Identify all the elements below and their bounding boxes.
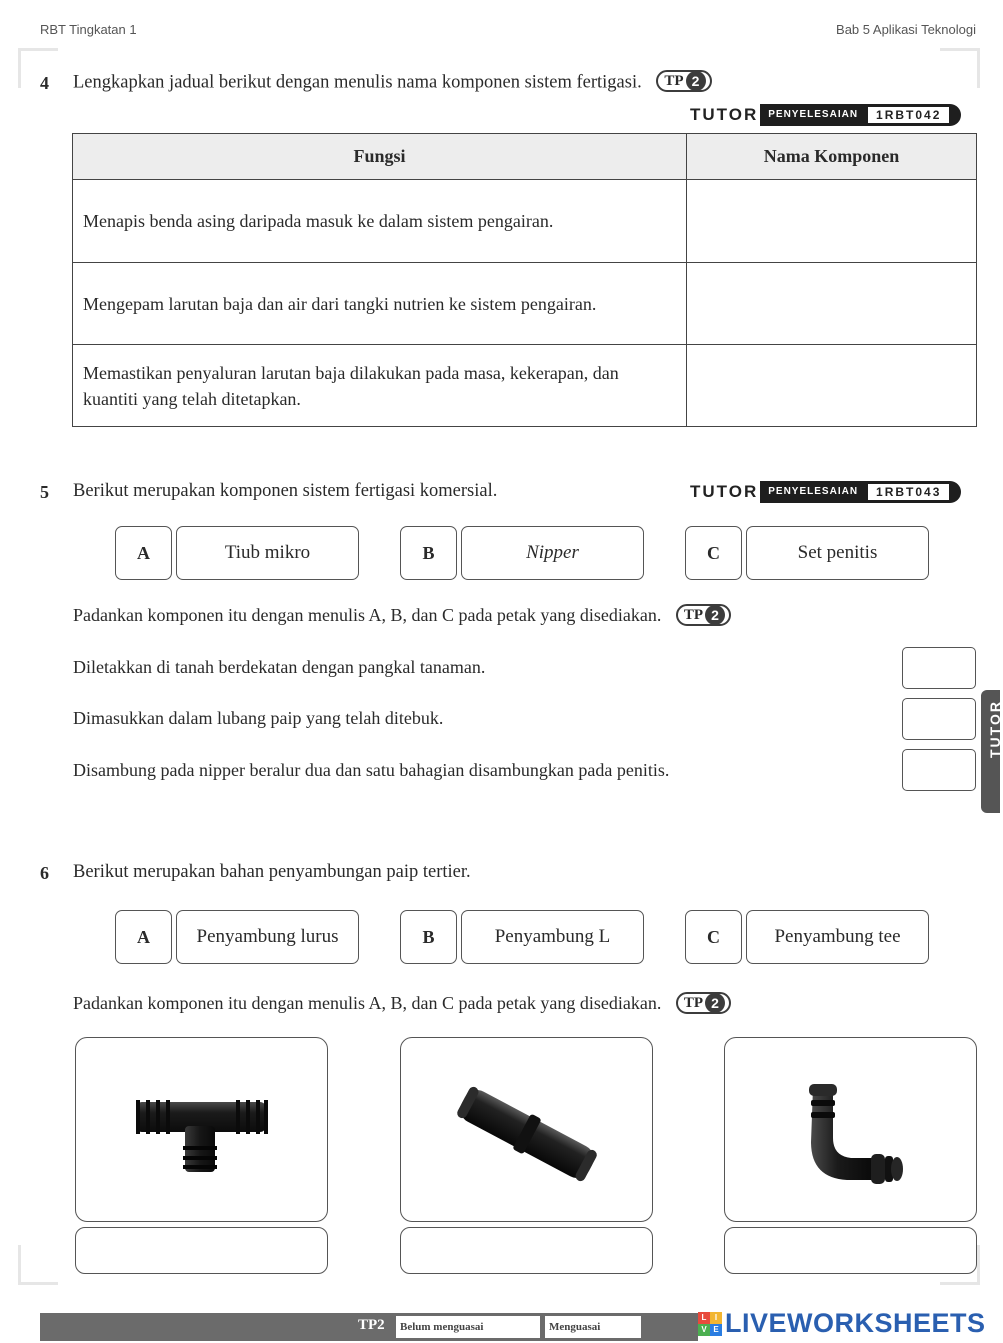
answer-cell[interactable] xyxy=(687,263,977,345)
question-number: 5 xyxy=(40,482,49,502)
statement-text: Disambung pada nipper beralur dua dan satu bahagian disambungkan pada penitis. xyxy=(73,760,670,780)
tp-badge: TP 2 xyxy=(676,604,731,626)
option-a xyxy=(115,910,359,964)
mastered-box[interactable]: Menguasai xyxy=(545,1316,641,1338)
option-letter: B xyxy=(400,526,457,580)
tutor-label: TUTOR PENYELESAIAN 1RBT042 xyxy=(690,104,961,126)
table-header-function: Fungsi xyxy=(73,134,687,180)
question-4-text: Lengkapkan jadual berikut dengan menulis nama komponen sistem fertigasi. xyxy=(73,72,642,93)
option-letter: B xyxy=(400,910,457,964)
not-mastered-box[interactable]: Belum menguasai xyxy=(396,1316,540,1338)
straight-connector-card xyxy=(400,1037,653,1222)
option-name: Penyambung L xyxy=(461,910,644,964)
option-letter: A xyxy=(115,910,172,964)
straight-connector-image xyxy=(401,1038,654,1223)
option-c xyxy=(685,910,929,964)
tp-badge: TP 2 xyxy=(656,70,711,92)
elbow-connector-image xyxy=(725,1038,978,1223)
function-cell: Menapis benda asing daripada masuk ke dalam sistem pengairan. xyxy=(73,180,687,263)
answer-box[interactable] xyxy=(902,698,976,740)
mastery-footer xyxy=(40,1313,700,1341)
option-name: Set penitis xyxy=(746,526,929,580)
question-number: 4 xyxy=(40,73,49,93)
liveworksheets-logo: L I V E LIVEWORKSHEETS xyxy=(698,1304,1000,1343)
option-name: Nipper xyxy=(461,526,644,580)
corner-mark xyxy=(18,48,58,88)
tp2-label: TP2 xyxy=(358,1317,385,1333)
answer-box[interactable] xyxy=(400,1227,653,1274)
function-cell: Mengepam larutan baja dan air dari tangki nutrien ke sistem pengairan. xyxy=(73,263,687,345)
question-6-text: Berikut merupakan bahan penyambungan paip tertier. xyxy=(73,862,471,882)
table-row xyxy=(73,180,977,263)
option-name: Penyambung lurus xyxy=(176,910,359,964)
table-row xyxy=(73,345,977,427)
answer-cell[interactable] xyxy=(687,345,977,427)
tutor-side-tab: TUTOR xyxy=(981,690,1000,813)
option-letter: C xyxy=(685,910,742,964)
option-a xyxy=(115,526,359,580)
answer-box[interactable] xyxy=(724,1227,977,1274)
option-b xyxy=(400,526,644,580)
corner-mark xyxy=(18,1245,58,1285)
chapter-title: Bab 5 Aplikasi Teknologi xyxy=(836,22,976,37)
elbow-connector-card xyxy=(724,1037,977,1222)
option-letter: A xyxy=(115,526,172,580)
option-b xyxy=(400,910,644,964)
tutor-label: TUTOR PENYELESAIAN 1RBT043 xyxy=(690,481,961,503)
tp-badge: TP 2 xyxy=(676,992,731,1014)
option-c xyxy=(685,526,929,580)
table-header-component: Nama Komponen xyxy=(687,134,977,180)
tee-connector-image xyxy=(76,1038,329,1223)
answer-box[interactable] xyxy=(75,1227,328,1274)
statement-text: Diletakkan di tanah berdekatan dengan pangkal tanaman. xyxy=(73,657,486,677)
option-row xyxy=(115,526,970,580)
book-title: RBT Tingkatan 1 xyxy=(40,22,137,37)
tee-connector-card xyxy=(75,1037,328,1222)
corner-mark xyxy=(940,48,980,88)
answer-box[interactable] xyxy=(902,749,976,791)
question-text xyxy=(73,72,712,94)
function-cell: Memastikan penyaluran larutan baja dilakukan pada masa, kekerapan, dan kuantiti yang telah ditetapkan. xyxy=(73,345,687,427)
option-name: Tiub mikro xyxy=(176,526,359,580)
instruction-text: Padankan komponen itu dengan menulis A, B, dan C pada petak yang disediakan. TP 2 xyxy=(73,605,731,628)
answer-box[interactable] xyxy=(902,647,976,689)
table-row xyxy=(73,263,977,345)
liveworksheets-icon: L I V E xyxy=(698,1312,722,1336)
option-letter: C xyxy=(685,526,742,580)
option-row xyxy=(115,910,970,964)
instruction-text: Padankan komponen itu dengan menulis A, B, dan C pada petak yang disediakan. TP 2 xyxy=(73,993,731,1016)
component-table xyxy=(72,133,977,427)
option-name: Penyambung tee xyxy=(746,910,929,964)
answer-cell[interactable] xyxy=(687,180,977,263)
question-number: 6 xyxy=(40,863,49,883)
question-5-text: Berikut merupakan komponen sistem fertigasi komersial. xyxy=(73,481,498,501)
statement-text: Dimasukkan dalam lubang paip yang telah ditebuk. xyxy=(73,708,444,728)
